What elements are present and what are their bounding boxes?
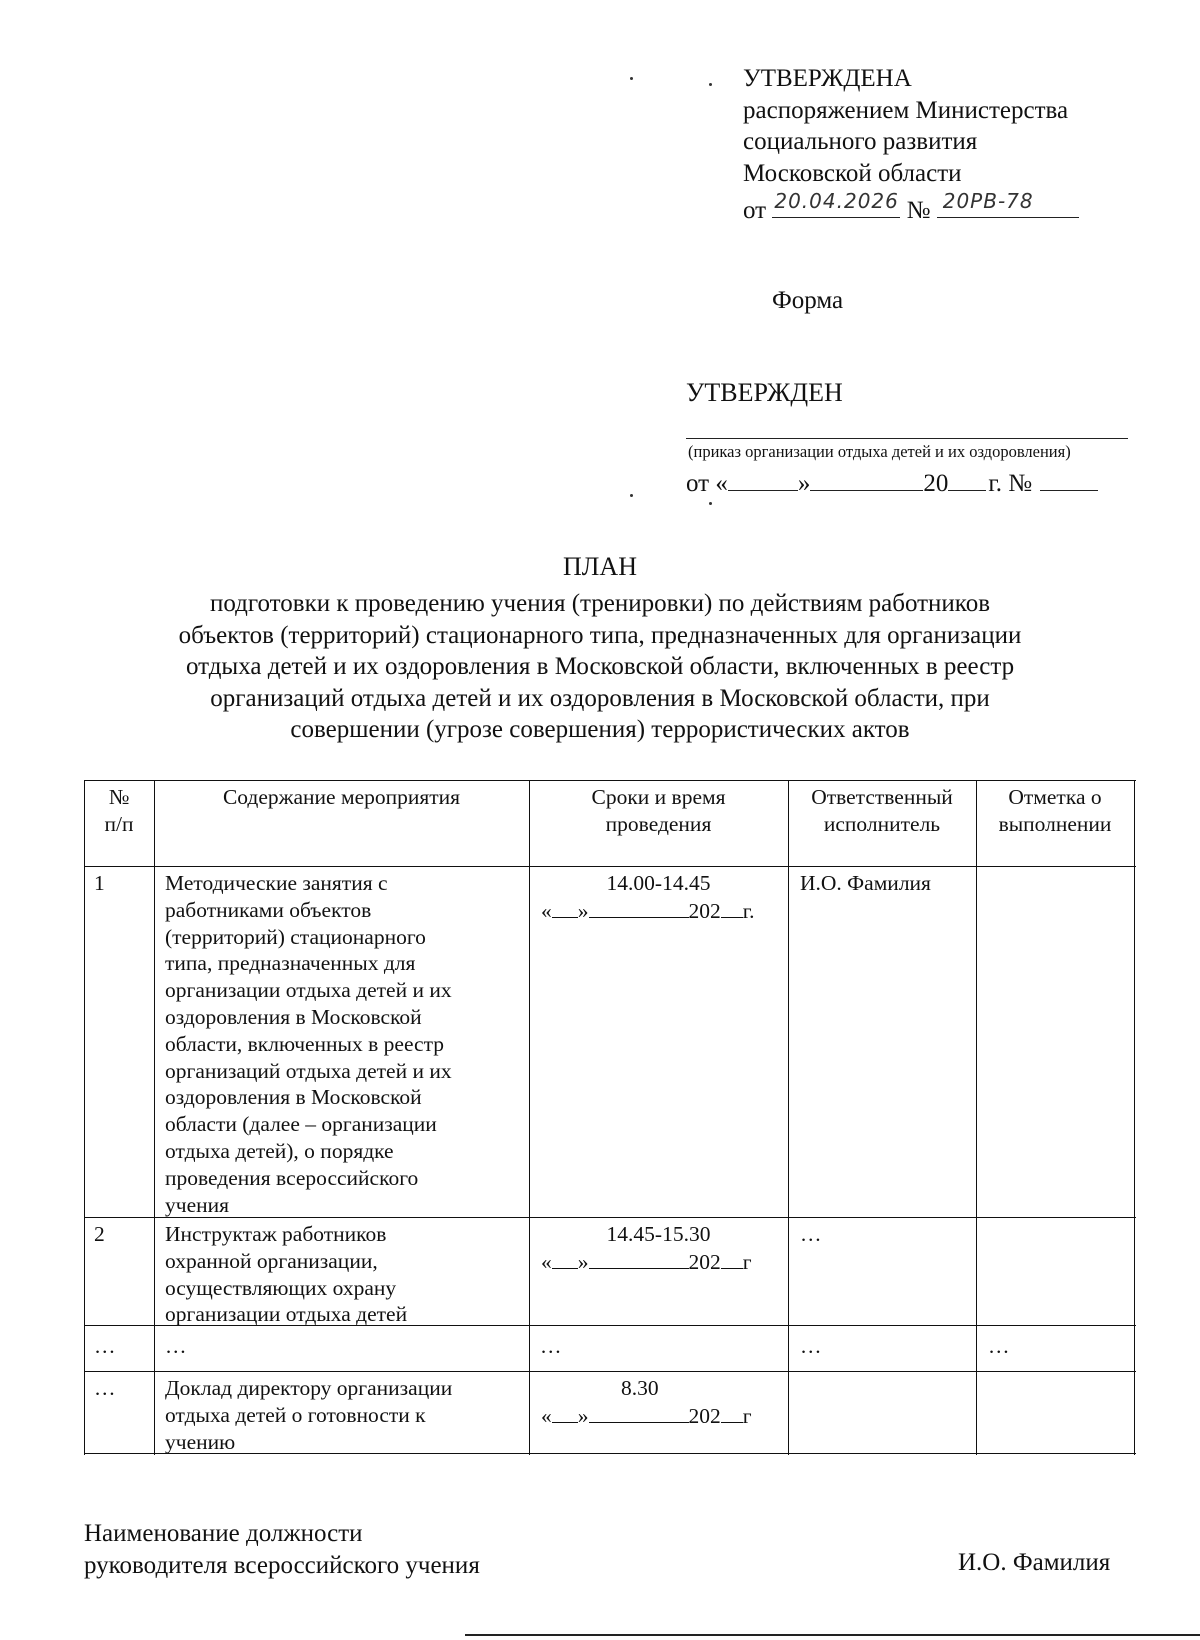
date-prefix: от	[743, 197, 767, 224]
table-rule	[84, 780, 1136, 781]
table-rule	[1134, 780, 1135, 1455]
content-line: области (далее – организации	[165, 1112, 437, 1137]
handwritten-date: 20.04.2026	[774, 188, 899, 213]
content-line: Инструктаж работников	[165, 1222, 387, 1246]
month-blank	[810, 466, 923, 491]
footer-signer: И.О. Фамилия	[958, 1549, 1111, 1576]
number-field	[937, 189, 1079, 218]
content-line: оздоровления в Московской	[165, 1085, 422, 1110]
header-text: Ответственный	[811, 785, 953, 809]
year-suffix: г.	[742, 898, 755, 923]
header-mark	[976, 784, 1134, 838]
year-prefix: 202	[688, 898, 721, 923]
approval-line: УТВЕРЖДЕНА	[743, 65, 912, 92]
header-text: выполнении	[998, 811, 1112, 836]
scan-speck	[709, 502, 712, 505]
time-value: 8.30	[621, 1376, 659, 1400]
row-time	[529, 870, 788, 925]
approval-line: распоряжением Министерства	[743, 96, 1069, 124]
order-number-blank	[1040, 466, 1098, 491]
plan-subtitle-line: объектов (территорий) стационарного типа, предназначенных для организации	[178, 621, 1022, 649]
row-num: 2	[94, 1222, 105, 1246]
header-text: Содержание мероприятия	[222, 785, 461, 809]
content-line: Методические занятия с	[165, 871, 388, 895]
header-num	[84, 784, 154, 838]
order-close-quote: »	[797, 470, 811, 497]
signature-line	[686, 438, 1128, 439]
row-time	[529, 1375, 788, 1430]
plan-subtitle-line: отдыха детей и их оздоровления в Московской области, включенных в реестр	[185, 653, 1015, 680]
table-rule	[154, 780, 155, 1455]
row-mark: …	[988, 1334, 1010, 1358]
table-rule	[84, 780, 85, 1455]
year-blank	[948, 466, 986, 491]
plan-subtitle-line: совершении (угрозе совершения) террористических актов	[290, 716, 910, 743]
table-rule	[788, 780, 789, 1455]
time-range: 14.45-15.30	[606, 1222, 711, 1246]
year-suffix: г	[742, 1403, 752, 1428]
content-line: типа, предназначенных для	[165, 951, 416, 976]
time-range: 14.00-14.45	[606, 871, 711, 895]
day-blank	[552, 897, 578, 918]
content-line: отдыха детей), о порядке	[165, 1138, 394, 1163]
row-content: …	[165, 1334, 187, 1358]
position-line: руководителя всероссийского учения	[84, 1551, 480, 1579]
content-line: Доклад директору организации	[165, 1376, 453, 1400]
approval-line: Московской области	[743, 159, 962, 187]
row-responsible: И.О. Фамилия	[800, 871, 931, 895]
row-time	[529, 1221, 788, 1276]
quote-close: »	[577, 1403, 589, 1428]
year-blank	[721, 897, 743, 918]
row-num: …	[94, 1334, 116, 1358]
order-year-suffix: г. №	[988, 470, 1033, 497]
plan-subtitle	[150, 588, 1050, 746]
row-responsible: …	[800, 1334, 822, 1358]
quote-close: »	[577, 898, 589, 923]
content-line: охранной организации,	[165, 1248, 378, 1273]
date-template	[529, 1402, 788, 1430]
header-text: исполнитель	[823, 811, 941, 836]
plan-title: ПЛАН	[563, 552, 637, 581]
header-time	[529, 784, 788, 838]
approval-block	[743, 63, 1079, 227]
table-rule	[976, 780, 977, 1455]
content-line: области, включенных в реестр	[165, 1031, 444, 1056]
plan-subtitle-line: организаций отдыха детей и их оздоровления в Московской области, при	[210, 684, 990, 712]
row-time: …	[540, 1334, 562, 1358]
header-text: №	[108, 785, 130, 809]
content-line: отдыха детей о готовности к	[165, 1402, 426, 1427]
row-content	[165, 870, 525, 1218]
order-prefix: от «	[686, 470, 728, 497]
date-template	[529, 1248, 788, 1276]
year-suffix: г	[742, 1249, 752, 1274]
header-responsible	[788, 784, 976, 838]
quote-open: «	[541, 898, 552, 923]
order-caption: (приказ организации отдыха детей и их оздоровления)	[688, 442, 1071, 461]
content-line: организации отдыха детей	[165, 1302, 408, 1327]
position-line: Наименование должности	[84, 1520, 363, 1547]
content-line: проведения всероссийского	[165, 1165, 419, 1190]
year-blank	[721, 1248, 743, 1269]
day-blank	[552, 1402, 578, 1423]
content-line: организаций отдыха детей и их	[165, 1058, 452, 1083]
header-text: проведения	[605, 811, 712, 836]
content-line: организации отдыха детей и их	[165, 978, 452, 1003]
approval-date-number-line	[743, 189, 1079, 227]
quote-open: «	[541, 1403, 552, 1428]
content-line: (территорий) стационарного	[165, 924, 426, 949]
scan-speck	[630, 77, 633, 80]
day-blank	[552, 1248, 578, 1269]
footer-position	[84, 1518, 480, 1581]
row-content	[165, 1375, 525, 1455]
scan-speck	[630, 494, 633, 497]
year-prefix: 202	[688, 1249, 721, 1274]
approved-by-org-title: УТВЕРЖДЕН	[686, 378, 843, 407]
plan-table	[84, 780, 1136, 1455]
month-blank	[589, 1402, 689, 1423]
content-line: оздоровления в Московской	[165, 1004, 422, 1029]
content-line: работниками объектов	[165, 897, 372, 922]
row-content	[165, 1221, 525, 1328]
header-text: п/п	[104, 811, 134, 836]
date-template	[529, 897, 788, 925]
row-num: 1	[94, 871, 105, 895]
date-field	[772, 189, 900, 218]
header-text: Отметка о	[1008, 785, 1102, 809]
year-blank	[721, 1402, 743, 1423]
scan-speck	[709, 83, 712, 86]
plan-subtitle-line: подготовки к проведению учения (тренировки) по действиям работников	[210, 590, 990, 617]
month-blank	[589, 897, 689, 918]
handwritten-number: 20РВ-78	[942, 188, 1034, 213]
approval-line: социального развития	[743, 128, 978, 155]
quote-close: »	[577, 1249, 589, 1274]
number-prefix: №	[906, 197, 931, 224]
row-responsible: …	[800, 1222, 822, 1246]
order-date-line	[686, 466, 1098, 498]
header-content	[154, 784, 529, 811]
scan-edge	[465, 1634, 1200, 1636]
row-num: …	[94, 1376, 116, 1400]
year-prefix: 202	[688, 1403, 721, 1428]
form-label: Форма	[772, 287, 844, 314]
header-text: Сроки и время	[591, 785, 726, 809]
content-line: осуществляющих охрану	[165, 1275, 397, 1300]
table-rule	[84, 1371, 1136, 1372]
table-rule	[84, 866, 1136, 867]
day-blank	[728, 466, 798, 491]
month-blank	[589, 1248, 689, 1269]
content-line: учения	[165, 1192, 230, 1217]
order-year: 20	[923, 470, 949, 497]
content-line: учению	[165, 1429, 236, 1454]
quote-open: «	[541, 1249, 552, 1274]
